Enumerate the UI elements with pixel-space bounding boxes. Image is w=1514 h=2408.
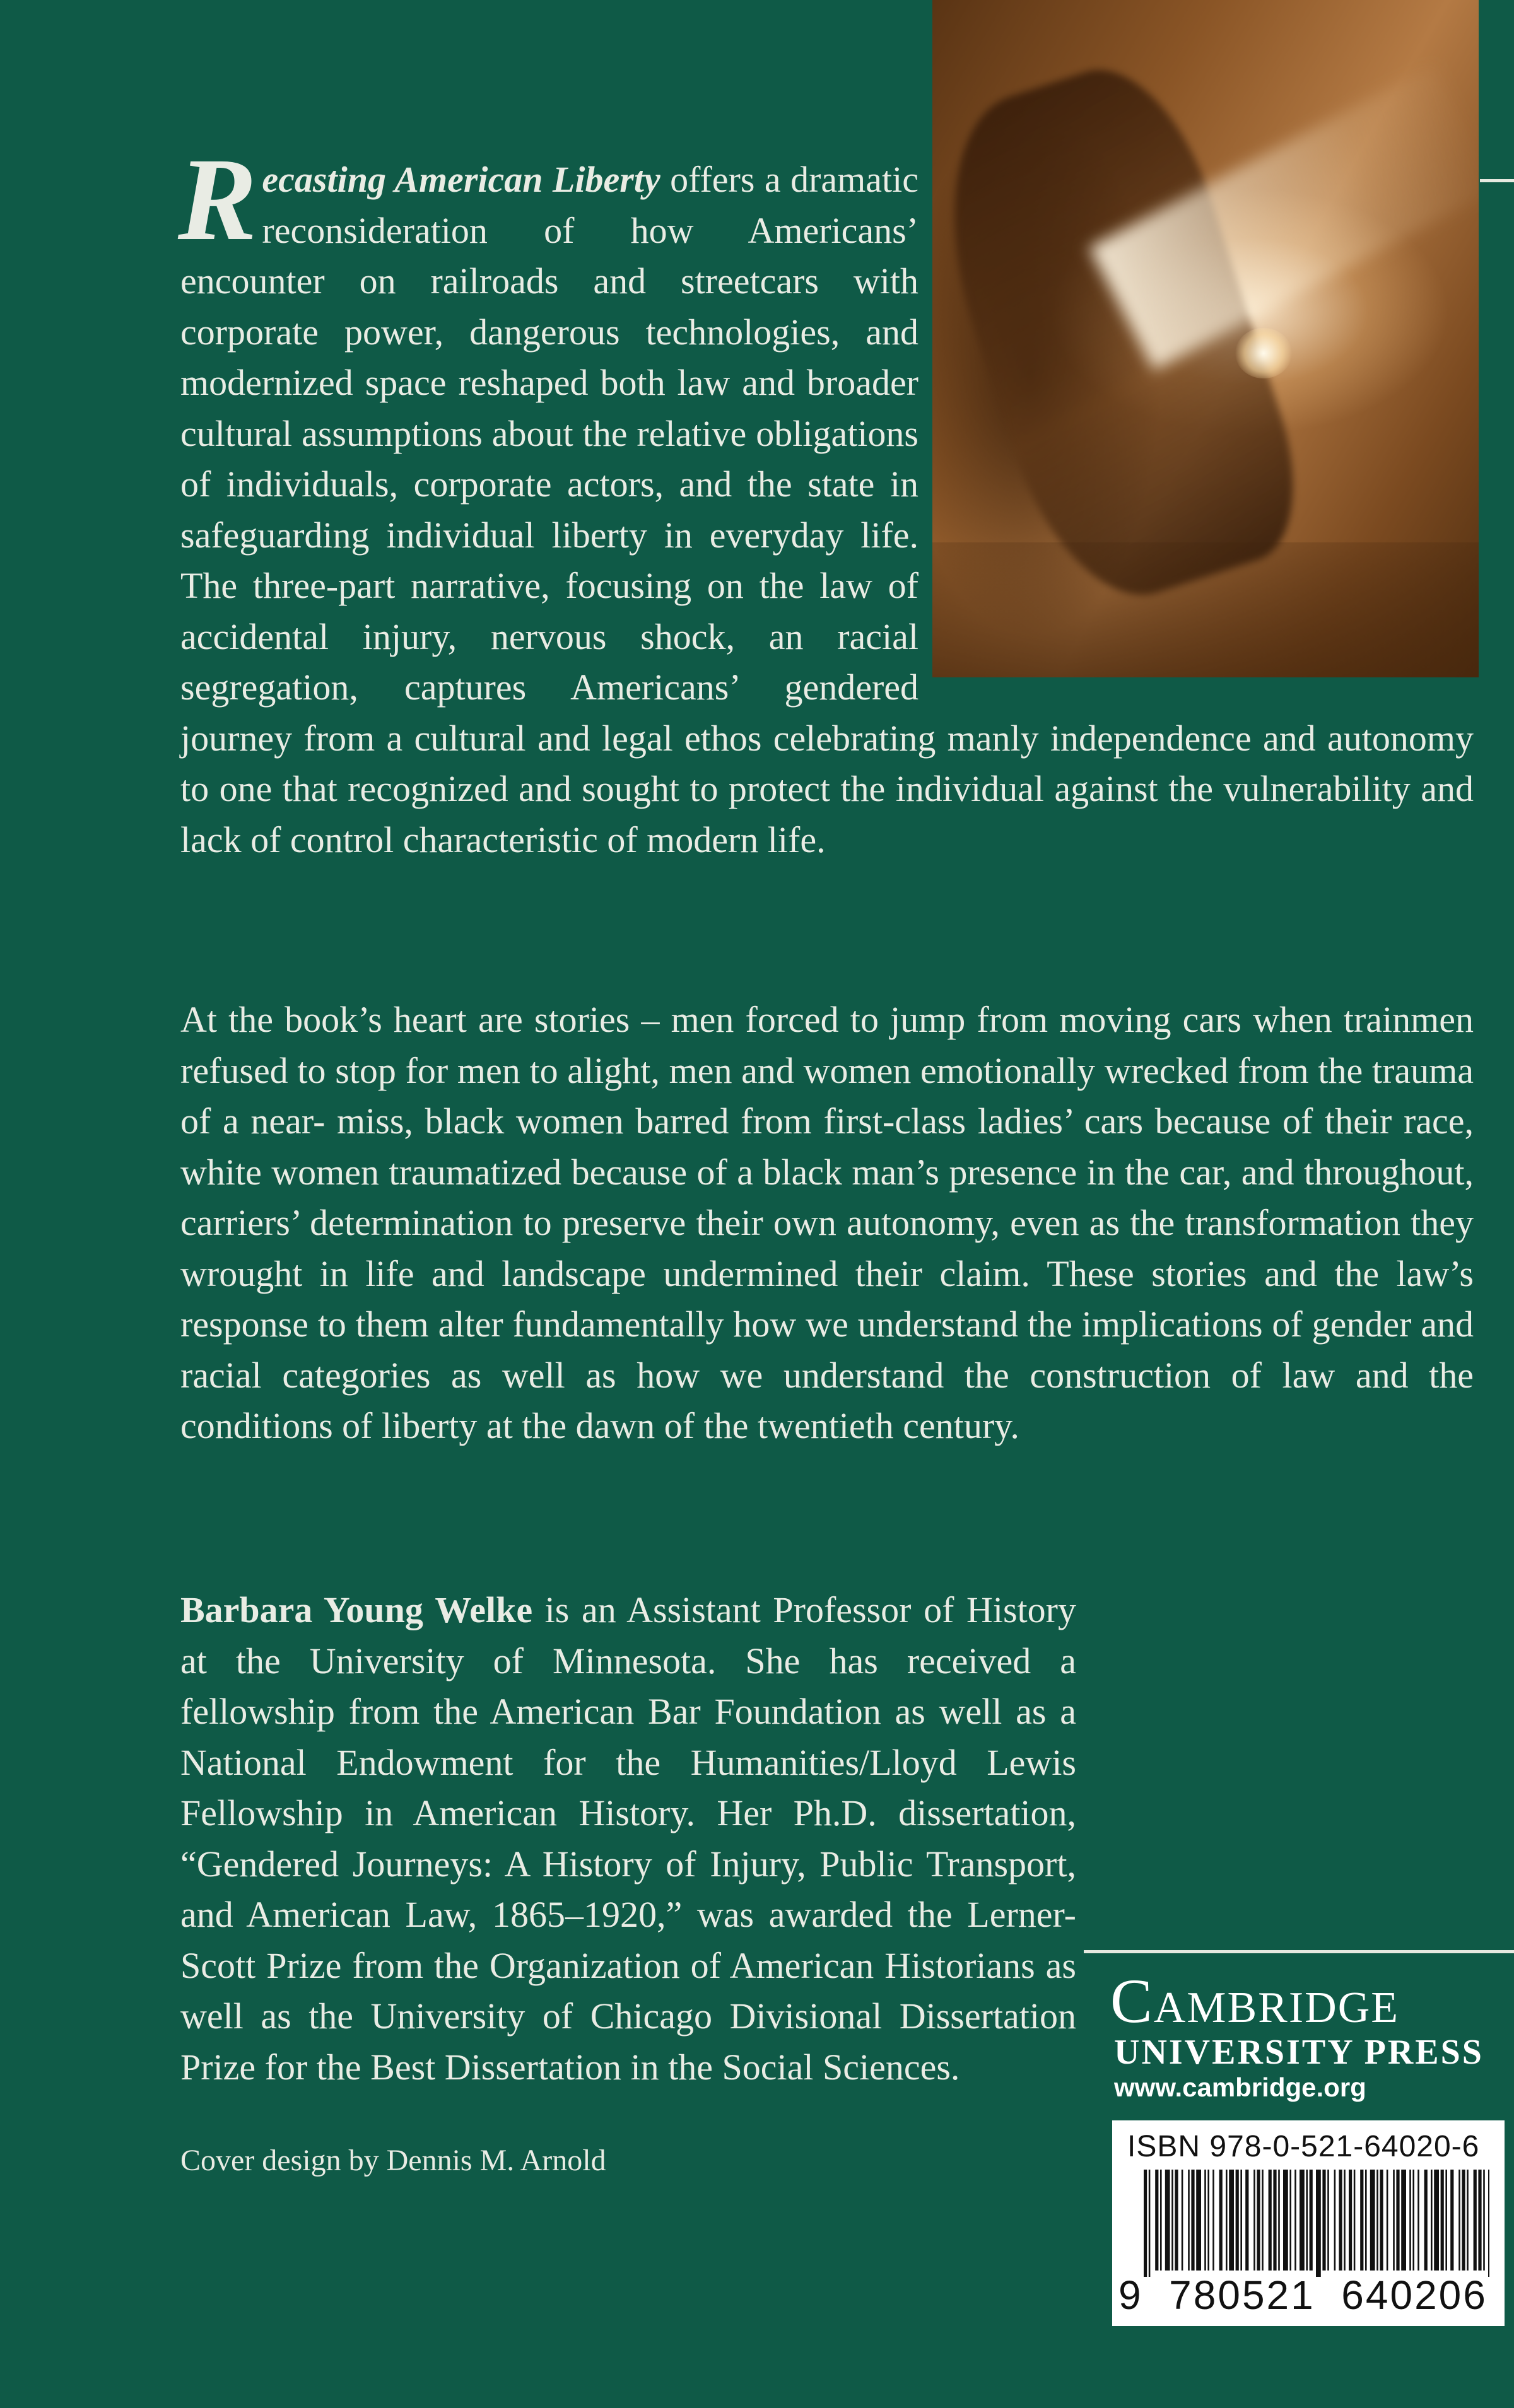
- barcode-bar: [1380, 2170, 1383, 2271]
- top-rule-line: [1480, 179, 1514, 182]
- barcode-bar: [1441, 2170, 1444, 2271]
- barcode-bar: [1245, 2170, 1248, 2271]
- barcode-bar: [1269, 2170, 1272, 2271]
- barcode-bar: [1401, 2170, 1406, 2271]
- barcode-bar: [1393, 2170, 1395, 2271]
- barcode-bar: [1219, 2170, 1223, 2271]
- barcode-bar: [1349, 2170, 1352, 2271]
- author-bio-text: is an Assistant Professor of History at the University of Minnesota. She has received a fellowship from the American Bar Foundation as well as a National Endowment for the Humanities/Lloyd Lewis Fellowship in American History. Her Ph.D. dissertation, “Gendered Journeys: A History of Injury, Public Transport, and American Law, 1865–1920,” was awarded the Lerner-Scott Prize from the Organization of American Historians as well as the University of Chicago Divisional Dissertation Prize for the Best Dissertation in the Social Sciences.: [180, 1589, 1076, 2088]
- barcode-bar: [1354, 2170, 1356, 2271]
- barcode-bar: [1360, 2170, 1363, 2271]
- publisher-url: www.cambridge.org: [1114, 2072, 1366, 2102]
- drop-cap: R: [178, 133, 257, 265]
- barcode-bar: [1339, 2170, 1342, 2271]
- barcode-bar: [1182, 2170, 1183, 2271]
- barcode-bar: [1257, 2170, 1260, 2271]
- book-title: ecasting American Liberty: [262, 159, 660, 200]
- barcode-bar: [1431, 2170, 1433, 2271]
- barcode-bar: [1450, 2170, 1453, 2271]
- barcode-bar: [1229, 2170, 1234, 2271]
- publisher-name: Cambridge: [1110, 1966, 1400, 2036]
- barcode-bar: [1316, 2170, 1321, 2277]
- barcode-bar: [1160, 2170, 1162, 2271]
- barcode-bar: [1417, 2170, 1419, 2271]
- barcode-bar: [1412, 2170, 1414, 2271]
- cover-design-credit: Cover design by Dennis M. Arnold: [180, 2144, 606, 2177]
- barcode-bar: [1478, 2170, 1481, 2271]
- barcode-bar: [1273, 2170, 1276, 2271]
- barcode-bar: [1387, 2170, 1388, 2271]
- barcode-digits: 9 780521 640206: [1118, 2272, 1488, 2318]
- barcode-bar: [1226, 2170, 1228, 2271]
- barcode-bar: [1376, 2170, 1378, 2271]
- barcode-bar: [1278, 2170, 1280, 2271]
- barcode-bar: [1488, 2170, 1489, 2277]
- barcode-icon: [1144, 2170, 1489, 2277]
- barcode-bar: [1409, 2170, 1411, 2271]
- barcode-bar: [1196, 2170, 1201, 2271]
- isbn-label: ISBN 978-0-521-64020-6: [1127, 2130, 1480, 2163]
- isbn-barcode: [1112, 2120, 1505, 2326]
- barcode-bar: [1300, 2170, 1305, 2271]
- barcode-bar: [1253, 2170, 1255, 2271]
- barcode-bar: [1191, 2170, 1194, 2271]
- barcode-bar: [1474, 2170, 1477, 2271]
- barcode-bar: [1294, 2170, 1296, 2271]
- barcode-bar: [1188, 2170, 1190, 2271]
- barcode-bar: [1283, 2170, 1288, 2271]
- barcode-bar: [1289, 2170, 1291, 2271]
- barcode-bar: [1458, 2170, 1460, 2271]
- barcode-bar: [1344, 2170, 1346, 2271]
- barcode-bar: [1462, 2170, 1465, 2271]
- barcode-bar: [1306, 2170, 1308, 2271]
- barcode-bar: [1434, 2170, 1439, 2271]
- barcode-bar: [1396, 2170, 1399, 2271]
- author-name: Barbara Young Welke: [180, 1589, 533, 1630]
- barcode-bar: [1424, 2170, 1428, 2271]
- barcode-bar: [1155, 2170, 1158, 2271]
- publisher-rule-line: [1084, 1950, 1514, 1953]
- blurb-paragraph-2: [180, 995, 1474, 1452]
- barcode-bar: [1204, 2170, 1206, 2271]
- barcode-bar: [1175, 2170, 1178, 2271]
- barcode-bar: [1144, 2170, 1147, 2277]
- barcode-bar: [1236, 2170, 1239, 2271]
- barcode-bar: [1165, 2170, 1170, 2271]
- barcode-bar: [1467, 2170, 1469, 2271]
- barcode-bar: [1445, 2170, 1447, 2271]
- barcode-bar: [1207, 2170, 1209, 2271]
- barcode-bar: [1212, 2170, 1214, 2271]
- barcode-bar: [1240, 2170, 1242, 2271]
- publisher-press: UNIVERSITY PRESS: [1114, 2033, 1484, 2072]
- blurb-paragraph-2-text: At the book’s heart are stories – men forced to jump from moving cars when trainmen refused to stop for men to alight, men and women emotionally wrecked from the trauma of a near- miss, black women barred from first-class ladies’ cars because of their race, white women traumatized because of a black man’s presence in the car, and throughout, carriers’ determination to preserve their own autonomy, even as the transformation they wrought in life and landscape undermined their claim. These stories and the law’s response to them alter fundamentally how we understand the implications of gender and racial categories as well as how we understand the construction of law and the conditions of liberty at the dawn of the twentieth century.: [180, 999, 1474, 1446]
- barcode-bar: [1322, 2170, 1325, 2271]
- barcode-bar: [1365, 2170, 1367, 2271]
- barcode-bar: [1310, 2170, 1313, 2271]
- blurb-paragraph-1: [178, 133, 1474, 865]
- barcode-bar: [1327, 2170, 1329, 2271]
- barcode-bar: [1149, 2170, 1151, 2277]
- blurb-paragraph-1-text: offers a dramatic reconsideration of how Americans’ encounter on railroads and streetcars with corporate power, dangerous technologies, and modernized space reshaped both law and broader cultural assumptions about the relative obligations of individuals, corporate actors, and the state in safeguarding individual liberty in everyday life. The three-part narrative, focusing on the law of accidental injury, nervous shock, an racial segregation, captures Americans’ gendered journey from a cultural and legal ethos celebrating manly independence and autonomy to one that recognized and sought to protect the individual against the vulnerability and lack of control characteristic of modern life.: [180, 159, 1474, 860]
- barcode-bar: [1483, 2170, 1485, 2271]
- barcode-bar: [1171, 2170, 1173, 2271]
- barcode-bar: [1370, 2170, 1375, 2271]
- barcode-bar: [1334, 2170, 1336, 2271]
- barcode-bar: [1262, 2170, 1264, 2271]
